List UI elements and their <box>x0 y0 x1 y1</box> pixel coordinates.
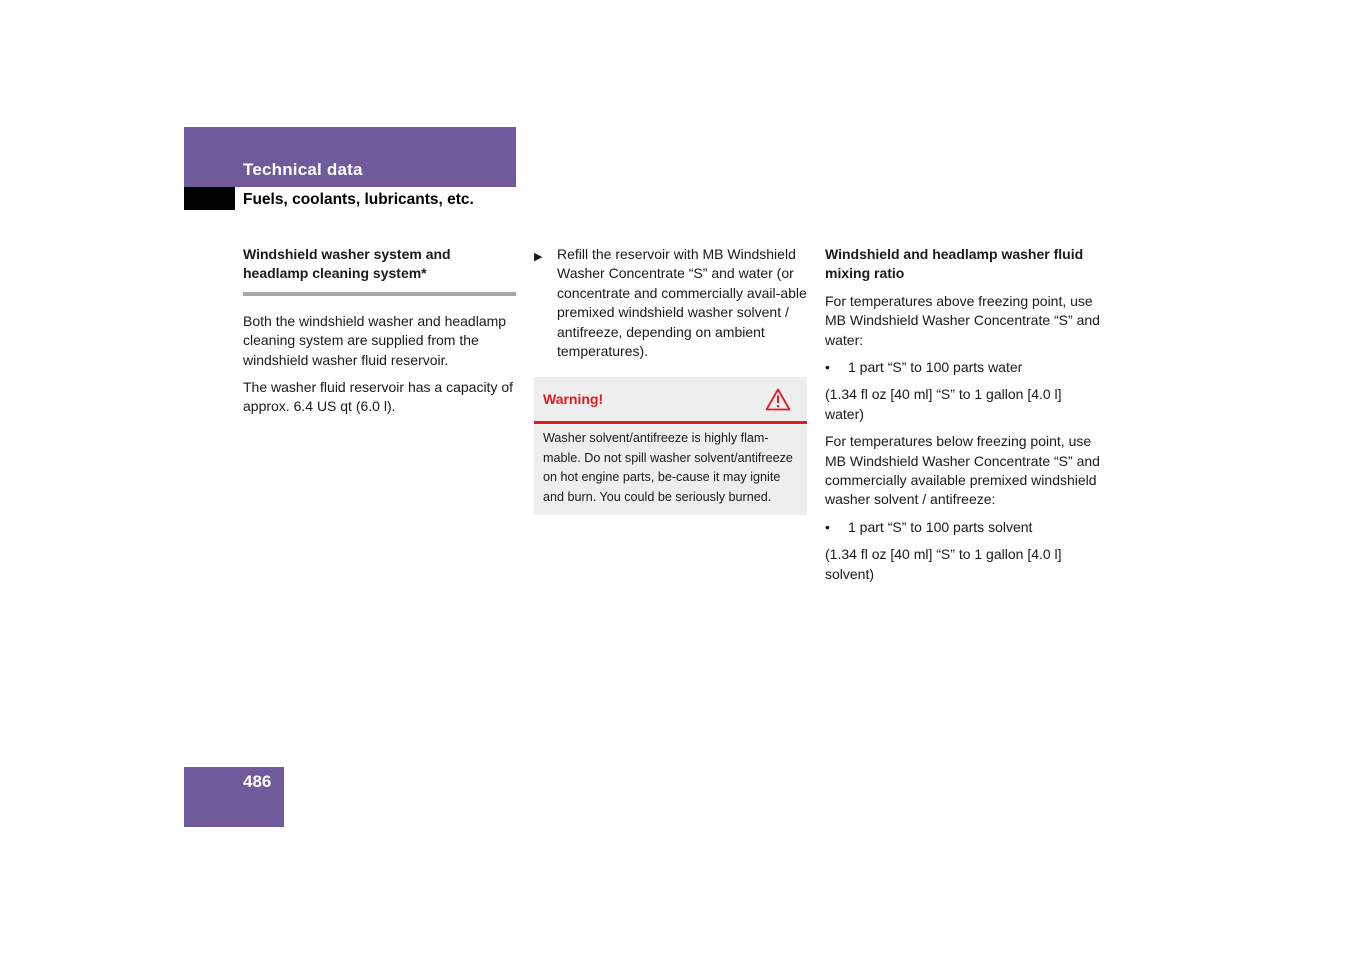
warning-text: Washer solvent/antifreeze is highly flam-mable. Do not spill washer solvent/antifreeze on hot engine parts, be-cause it may ignite and burn. You could be seriously burned. <box>543 431 793 504</box>
column-right <box>825 245 1100 592</box>
refill-step-text: Refill the reservoir with MB Windshield Washer Concentrate “S” and water (or concentrate and commercially avail-able premixed windshield washer solvent / antifreeze, depending on ambient temperatures). <box>557 246 807 360</box>
page-number: 486 <box>243 772 272 791</box>
warning-triangle-icon <box>765 388 791 411</box>
reservoir-paragraph: Both the windshield washer and headlamp cleaning system are supplied from the windshield washer fluid reservoir. <box>243 312 507 368</box>
warning-header <box>534 377 807 424</box>
column-middle <box>534 245 807 515</box>
above-freezing-bullet <box>825 358 1100 377</box>
below-freezing-intro: For temperatures below freezing point, use MB Windshield Washer Concentrate “S” and commercially available premixed windshield washer solvent / antifreeze: <box>825 433 1100 508</box>
refill-step <box>534 245 807 361</box>
below-freezing-bullet <box>825 518 1100 537</box>
heading-rule <box>243 292 516 296</box>
above-freezing-note: (1.34 fl oz [40 ml] “S” to 1 gallon [4.0 l] water) <box>825 386 1062 422</box>
warning-title: Warning! <box>543 390 604 407</box>
bullet-icon: • <box>825 359 830 376</box>
above-freezing-ratio: 1 part “S” to 100 parts water <box>848 359 1023 376</box>
section-tab-marker <box>184 187 235 210</box>
below-freezing-ratio: 1 part “S” to 100 parts solvent <box>848 518 1033 535</box>
mixing-ratio-heading: Windshield and headlamp washer fluid mixing ratio <box>825 246 1084 282</box>
capacity-paragraph: The washer fluid reservoir has a capacity of approx. 6.4 US qt (6.0 l). <box>243 379 514 415</box>
column-left <box>243 245 516 425</box>
below-freezing-note: (1.34 fl oz [40 ml] “S” to 1 gallon [4.0 l] solvent) <box>825 546 1062 582</box>
warning-box <box>534 377 807 515</box>
step-arrow-icon: ▶ <box>534 251 543 263</box>
subsection-title: Fuels, coolants, lubricants, etc. <box>243 191 474 208</box>
bullet-icon: • <box>825 518 830 535</box>
above-freezing-intro: For temperatures above freezing point, use MB Windshield Washer Concentrate “S” and water: <box>825 292 1100 348</box>
section-title: Technical data <box>243 160 363 179</box>
washer-system-heading: Windshield washer system and headlamp cleaning system* <box>243 246 451 282</box>
